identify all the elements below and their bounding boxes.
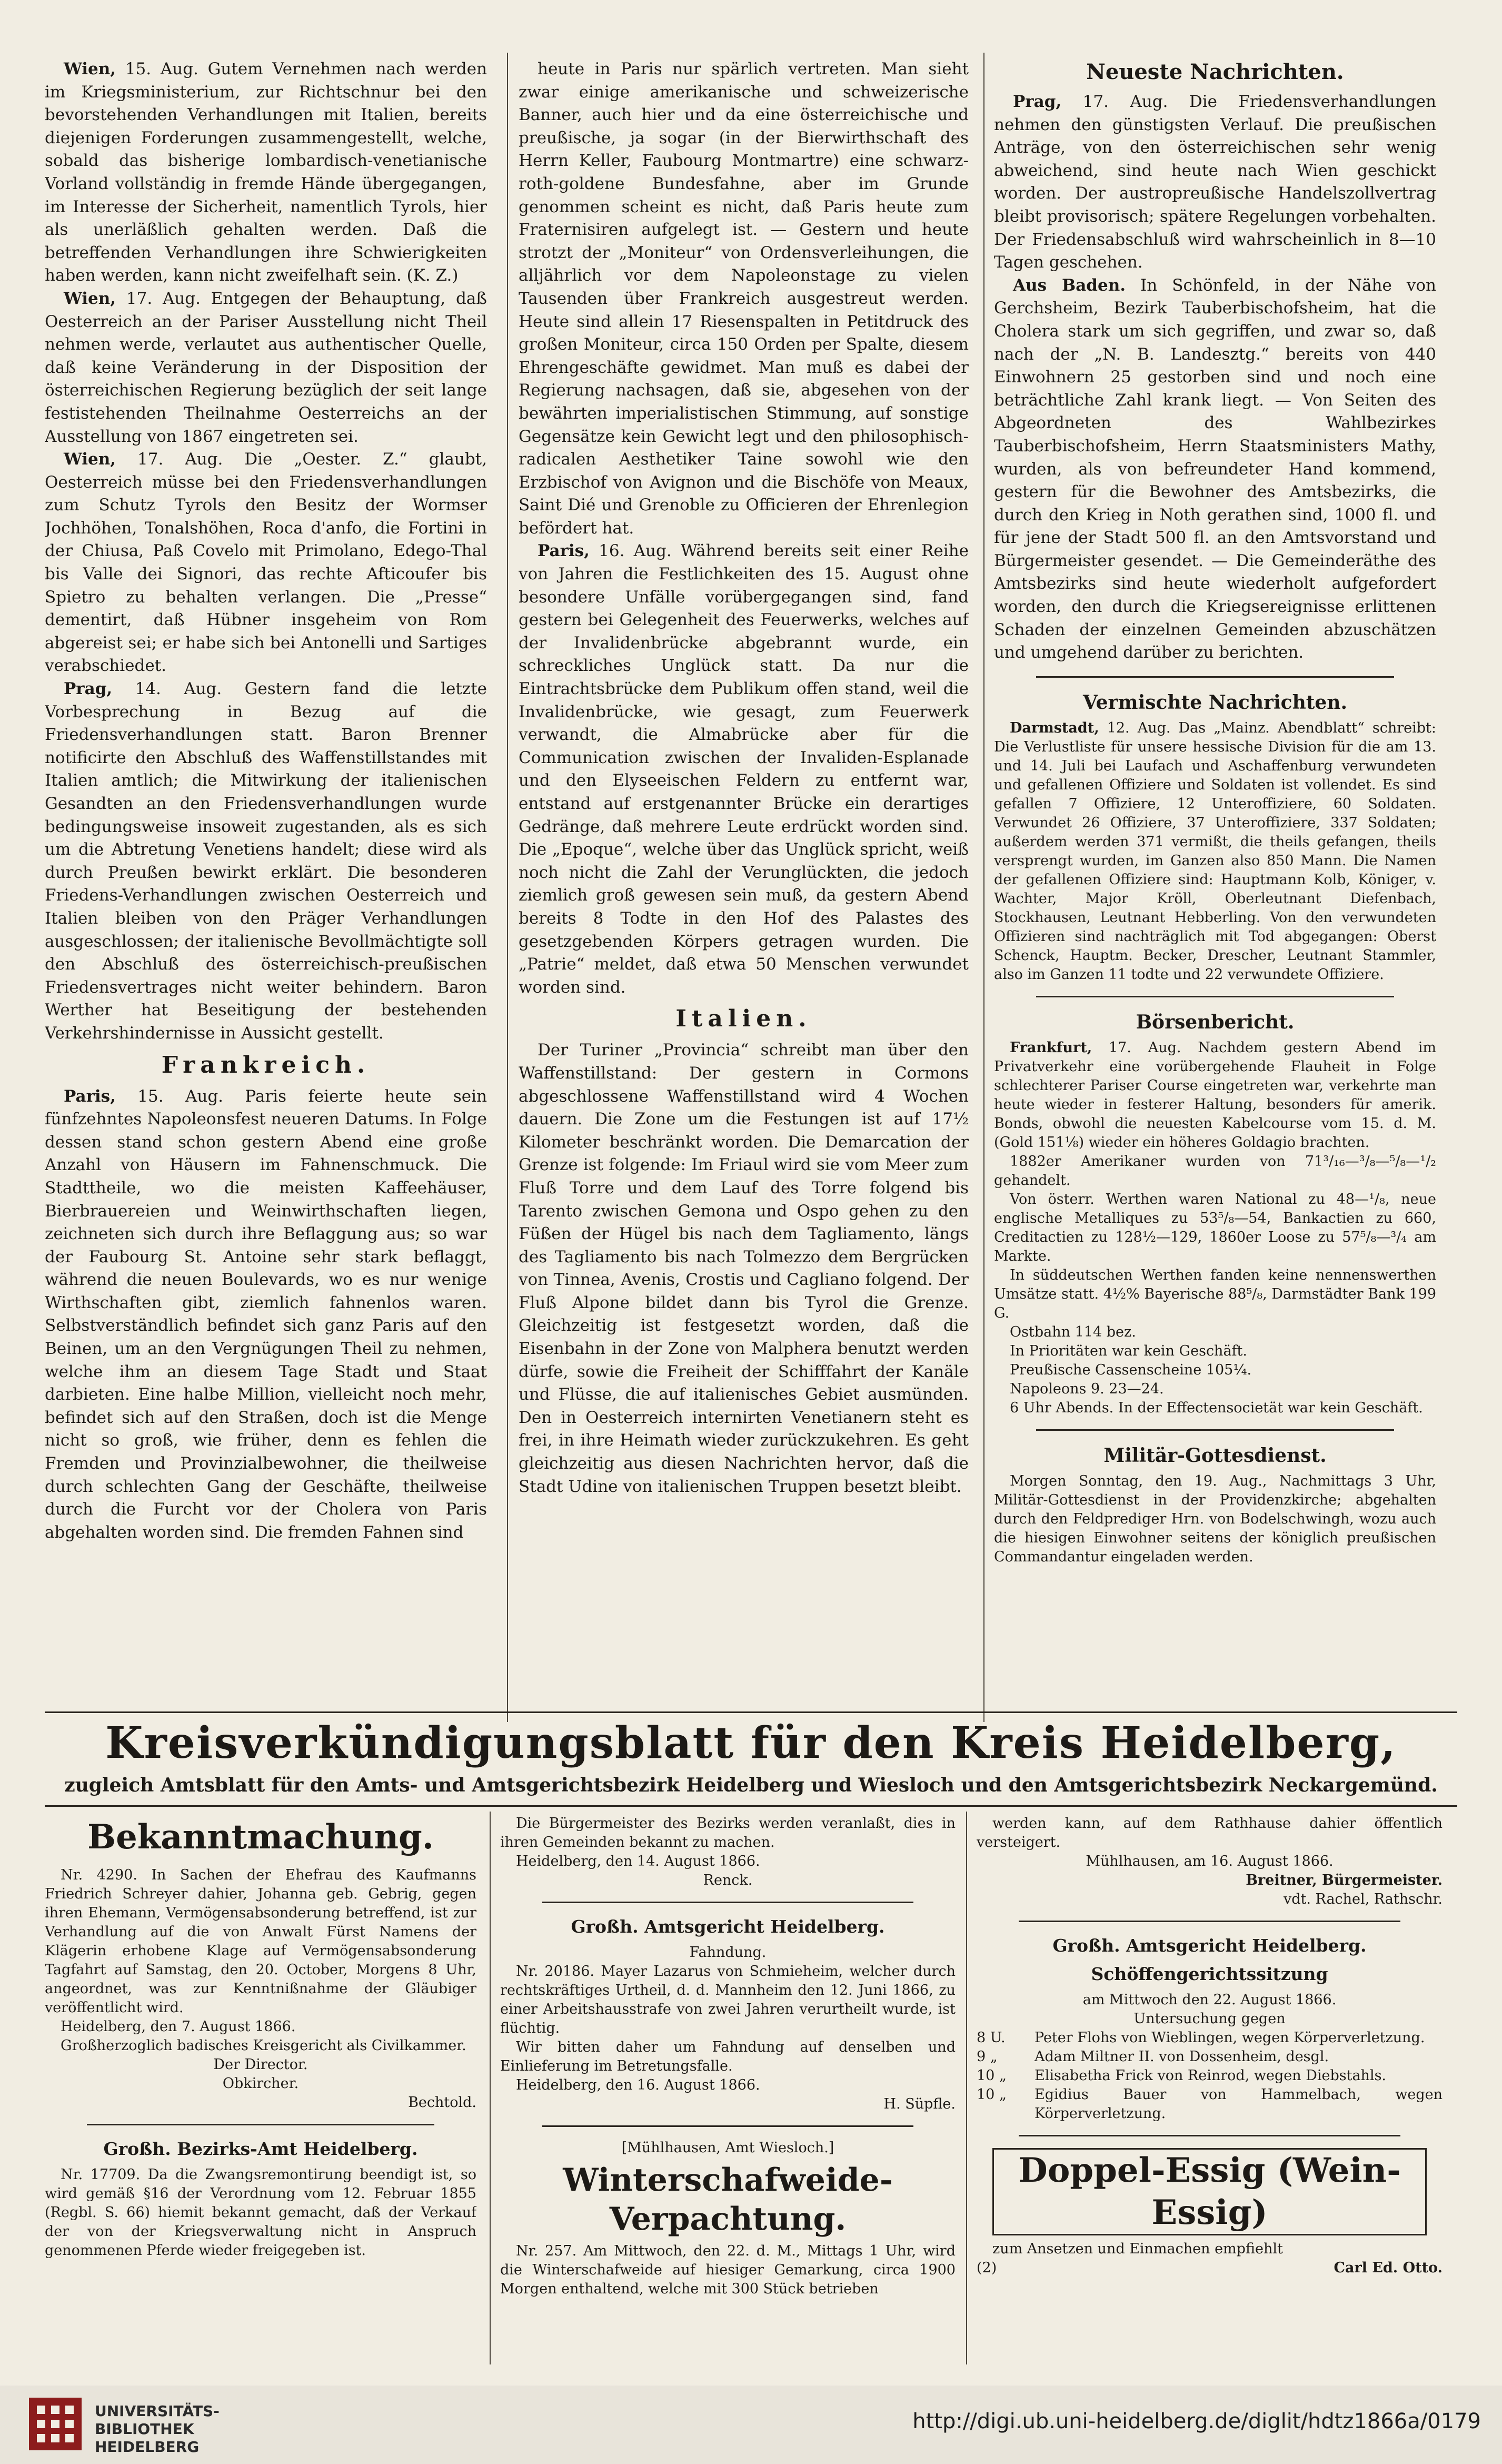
court-session-heading: Großh. Amtsgericht Heidelberg. (1052, 1935, 1367, 1956)
article-paragraph (994, 1472, 1436, 1567)
article-text: 17. Aug. Nachdem gestern Abend im Privatverkehr eine vorübergehende Flauheit in Folge schlechterer Pariser Course eingetreten war, verkehrte man heute wieder in festerer Haltung, besonders für amerik. Bonds, obwohl die neuesten Kabelcourse vom 15. d. M. (Gold 151⅛) wieder ein höheres Goldagio brachten. (994, 1039, 1436, 1151)
article-column-1 (45, 58, 487, 1717)
section-rule (1036, 996, 1394, 997)
dateline: Wien, (64, 450, 116, 469)
announcement-director: Der Director. (213, 2056, 308, 2073)
announcement-court: Großherzoglich badisches Kreisgericht als Civilkammer. (61, 2037, 466, 2054)
article-text: Ostbahn 114 bez. (1010, 1323, 1136, 1340)
lease-heading: Winterschafweide-Verpachtung. (563, 2162, 893, 2238)
article-text: 17. Aug. Die „Oester. Z.“ glaubt, Oesterreich müsse bei den Friedensverhandlungen zum Schutz Tyrols den Besitz der Wormser Jochhöhen, Tonalshöhen, Roca d'anfo, die Fortini in der Chiusa, Paß Covelo mit Primolano, Edego-Thal bis Valle dei Signori, das rechte Afticoufer bis Spietro zu behalten verlangen. Die „Presse“ dementirt, daß Hübner insgeheim von Rom abgereist sei; er habe sich bei Antonelli und Sartiges verabschiedet. (45, 450, 487, 676)
wanted-notice-date: Heidelberg, den 16. August 1866. (516, 2077, 760, 2093)
vinegar-ad-name: Carl Ed. Otto. (1334, 2260, 1443, 2276)
article-paragraph (994, 1323, 1436, 1342)
article-text: 15. Aug. Paris feierte heute sein fünfzehntes Napoleonsfest neueren Datums. In Folge dessen stand schon gestern Abend eine große Anzahl von Häusern im Fahnenschmuck. Die Stadttheile, wo die meisten Kaffeehäuser, Bierbrauereien und Weinwirthschaften liegen, zeichneten sich durch ihre Beflaggung aus; so war der Faubourg St. Antoine sehr stark beflaggt, während die neuen Boulevards, wo es nur wenige Wirthschaften gibt, ziemlich fahnenlos waren. Selbstverständlich befindet sich ganz Paris auf den Beinen, um an den Vergnügungen Theil zu nehmen, welche ihm an diesem Tage Stadt und Staat darbieten. Eine halbe Million, vielleicht noch mehr, befindet sich auf den Straßen, doch ist die Menge nicht so groß, wie früher, denn es fehlen die Fremden und Provinzialbewohner, die theilweise durch schlechten Gang der Geschäfte, theilweise durch die Furcht vor der Cholera von Paris abgehalten worden sind. Die fremden Fahnen sind (45, 1086, 487, 1542)
lease-signature: Breitner, Bürgermeister. (1246, 1872, 1443, 1888)
section-heading: Frankreich. (161, 1051, 371, 1078)
article-paragraph (994, 1342, 1436, 1361)
lease-date: Mühlhausen, am 16. August 1866. (1086, 1853, 1334, 1869)
lower-column-rule-2 (966, 1812, 967, 2364)
military-service-heading: Militär-Gottesdienst. (1103, 1444, 1327, 1467)
notices-column-2 (500, 1814, 956, 2372)
announcement-text: Nr. 4290. In Sachen der Ehefrau des Kaufmanns Friedrich Schreyer dahier, Johanna geb. Gebrig, gegen ihren Ehemann, Vermögensabsonderung betreffend, ist zur Verhandlung auf die von Anwalt Fürst Namens der Klägerin erhobene Klage auf Vermögensabsonderung Tagfahrt auf Samstag, den 20. October, Morgens 8 Uhr, angeordnet, was zur Kenntnißnahme der Gläubiger veröffentlicht wird. (45, 1867, 476, 2016)
court-case-time: 10 „ (977, 2067, 1007, 2084)
lower-column-rule-1 (490, 1812, 491, 2364)
article-text: Von österr. Werthen waren National zu 48—¹/₈, neue englische Metalliques zu 53⁵/₈—54, Bankactien zu 660, Creditactien zu 128½—129, 1860er Loose zu 57⁵/₈—³/₄ am Markte. (994, 1191, 1436, 1264)
article-text: 1882er Amerikaner wurden von 71³/₁₆—³/₈—⁵/₈—¹/₂ gehandelt. (994, 1153, 1436, 1189)
wanted-notice-signature: H. Süpfle. (883, 2096, 956, 2112)
stock-report-heading: Börsenbericht. (1136, 1011, 1295, 1033)
court-case-item (977, 2066, 1443, 2085)
notice-rule (542, 1902, 913, 1903)
wanted-notice-text-2: Wir bitten daher um Fahndung auf denselben und Einlieferung im Betretungsfalle. (500, 2039, 956, 2074)
logo-line-2: BIBLIOTHEK (95, 2420, 194, 2438)
article-paragraph (994, 1190, 1436, 1266)
dateline: Darmstadt, (1010, 719, 1099, 736)
district-office-heading: Großh. Bezirks-Amt Heidelberg. (103, 2139, 418, 2159)
article-paragraph (519, 58, 969, 540)
article-paragraph (519, 1039, 969, 1498)
article-text: In Schönfeld, in der Nähe von Gerchsheim, Bezirk Tauberbischofsheim, hat die Cholera stark um sich gegriffen, und zwar so, daß nach der „N. B. Landesztg.“ bereits von 440 Einwohnern 25 gestorben sind und noch eine beträchtliche Zahl krank liegt. — Von Seiten des Abgeordneten des Wahlbezirkes Tauberbischofsheim, Herrn Staatsministers Mathy, wurden, als von befreundeter Hand kommend, gestern für die Bewohner des Amtsbezirks, die durch den Krieg in Noth gerathen sind, 1000 fl. und für jene der Stadt 500 fl. an den Amtsvorstand und Bürgermeister gesendet. — Die Gemeinderäthe des Amtsbezirks sind heute wiederholt aufgefordert worden, den durch die Kriegsereignisse erlittenen Schaden der einzelnen Gemeinden abzuschätzen und umgehend darüber zu berichten. (994, 275, 1436, 662)
mayor-notice-signature: Renck. (703, 1872, 753, 1888)
column-rule-2 (983, 53, 984, 1722)
court-session-date: am Mittwoch den 22. August 1866. (1082, 1992, 1337, 2008)
article-text: Morgen Sonntag, den 19. Aug., Nachmittags 3 Uhr, Militär-Gottesdienst in der Providenzkirche; abgehalten durch den Feldprediger Hrn. von Bodelschwingh, wozu auch die hiesigen Einwohner seitens der königlich preußischen Commandantur eingeladen werden. (994, 1472, 1436, 1565)
vinegar-ad-text: zum Ansetzen und Einmachen empfiehlt (992, 2241, 1283, 2257)
notice-rule (87, 2124, 434, 2125)
court-case-text: Adam Miltner II. von Dossenheim, desgl. (1035, 2049, 1329, 2065)
dateline: Prag, (64, 679, 113, 699)
court-case-time: 8 U. (977, 2030, 1006, 2046)
article-text: 12. Aug. Das „Mainz. Abendblatt“ schreibt: Die Verlustliste für unsere hessische Division für die am 13. und 14. Juli bei Laufach und Aschaffenburg verwundeten und gefallenen Offiziere und Soldaten ist vollendet. Es sind gefallen 7 Offiziere, 12 Unteroffiziere, 60 Soldaten. Verwundet 26 Offiziere, 37 Unteroffiziere, 337 Soldaten; außerdem werden 371 vermißt, die theils gefangen, theils versprengt wurden, im Ganzen also 850 Mann. Die Namen der gefallenen Offiziere sind: Hauptmann Kolb, Königer, v. Wachter, Major Kröll, Oberleutnant Diefenbach, Stockhausen, Leutnant Hebberling. Von den verwundeten Offizieren sind nachträglich mit Tod abgegangen: Oberst Schenck, Hauptm. Becker, Drescher, Leutnant Stammler, also im Ganzen 11 todte und 22 verwundete Offiziere. (994, 719, 1436, 983)
military-service-body (994, 1472, 1436, 1567)
wanted-notice-subheading: Fahndung. (689, 1944, 767, 1961)
article-paragraph (994, 1152, 1436, 1190)
lease-place: [Mühlhausen, Amt Wiesloch.] (621, 2140, 834, 2156)
court-case-text: Peter Flohs von Wieblingen, wegen Körperverletzung. (1035, 2030, 1425, 2046)
court-case-text: Egidius Bauer von Hammelbach, wegen Körperverletzung. (1035, 2086, 1443, 2122)
masthead-rule-bottom (45, 1805, 1457, 1807)
dateline: Paris, (538, 541, 590, 561)
gazette-title: Kreisverkündigungsblatt für den Kreis Heidelberg, (105, 1718, 1397, 1768)
permalink-url[interactable]: http://digi.ub.uni-heidelberg.de/diglit/hdtz1866a/0179 (912, 2409, 1481, 2433)
court-session-sub2: Untersuchung gegen (1133, 2011, 1286, 2027)
court-session-subheading: Schöffengerichtssitzung (1091, 1964, 1328, 1984)
article-paragraph (45, 58, 487, 288)
article-paragraph (45, 448, 487, 678)
article-paragraph (994, 1399, 1436, 1418)
article-text: Der Turiner „Provincia“ schreibt man über den Waffenstillstand: Der gestern in Cormons abgeschlossene Waffenstillstand wird 4 Wochen dauern. Die Zone um die Festungen ist auf 17½ Kilometer beschränkt worden. Die Demarcation der Grenze ist folgende: Im Friaul wird sie vom Meer zum Fluß Torre und dem Lauf des Torre folgend bis Tarento zwischen Gemona und Ospo gehen zu den Füßen der Hügel bis nach dem Tagliamento, längs des Tagliamento bis nach Tolmezzo dem Bergrücken von Tinnea, Avenis, Crostis und Cagliano folgend. Der Fluß Alpone bildet dann bis Tyrol die Grenze. Gleichzeitig ist festgesetzt worden, daß die Eisenbahn in der Zone von Malphera benutzt werden dürfe, sowie die Freiheit der Schifffahrt der Kanäle und Flüsse, die auf italienisches Gebiet ausmünden. Den in Oesterreich internirten Venetianern steht es frei, in ihre Heimath wieder zurückzukehren. Es geht gleichzeitig aus diesen Nachrichten hervor, daß die Stadt Udine von italienischen Truppen besetzt bleibt. (519, 1041, 969, 1496)
masthead-rule-top (45, 1711, 1457, 1713)
announcement-heading: Bekanntmachung. (87, 1817, 434, 1857)
court-case-time: 10 „ (977, 2086, 1007, 2103)
article-paragraph (994, 719, 1436, 984)
article-paragraph (45, 288, 487, 448)
article-paragraph (45, 1085, 487, 1545)
dateline: Aus Baden. (1013, 275, 1126, 295)
article-text: heute in Paris nur spärlich vertreten. Man sieht zwar einige amerikanische und schweizerische Banner, auch hier und da eine österreichische und preußische, ja sogar (in der Bierwirthschaft des Herrn Keller, Faubourg Montmartre) eine schwarz-roth-goldene Bundesfahne, aber im Grunde genommen scheint es nicht, daß Paris heute zum Fraternisiren aufgelegt ist. — Gestern und heute strotzt der „Moniteur“ von Ordensverleihungen, die alljährlich vor dem Napoleonstage zu vielen Tausenden über Frankreich ausgestreut werden. Heute sind allein 17 Riesenspalten in Petitdruck des großen Moniteur, circa 150 Orden per Spalte, diesem Ehrengeschäfte gewidmet. Man muß es dabei der Regierung nachsagen, daß sie, abgesehen von der bewährten imperialistischen Stimmung, auf sonstige Gegensätze kein Gewicht legt und den philosophisch-radicalen Aesthetiker Taine sowohl wie den Erzbischof von Avignon und die Bischöfe von Meaux, Saint Dié und Grenoble zu Officieren der Ehrenlegion befördert hat. (519, 60, 969, 538)
notice-rule (1019, 2135, 1400, 2136)
latest-news-body (994, 91, 1436, 665)
misc-news-body (994, 719, 1436, 984)
dateline: Wien, (64, 289, 116, 308)
university-library-logo-icon (26, 2395, 84, 2453)
article-text: 17. Aug. Die Friedensverhandlungen nehmen den günstigsten Verlauf. Die preußischen Anträge, von den österreichischen sehr wenig abweichend, sind heute nach Wien geschickt worden. Der austropreußische Handelszollvertrag bleibt provisorisch; spätere Regelungen vorbehalten. Der Friedensabschluß wird wahrscheinlich in 8—10 Tagen geschehen. (994, 92, 1436, 272)
article-paragraph (994, 1380, 1436, 1399)
article-text: 15. Aug. Gutem Vernehmen nach werden im Kriegsministerium, zur Richtschnur bei den bevorstehenden Verhandlungen mit Italien, bereits diejenigen Forderungen zusammengestellt, welche, sobald das bisherige lombardisch-venetianische Vorland vollständig in fremde Hände übergegangen, im Interesse der Sicherheit, namentlich Tyrols, hier als unerläßlich gehalten werden. Daß die betreffenden Verhandlungen ihre Schwierigkeiten haben werden, kann nicht zweifelhaft sein. (K. Z.) (45, 60, 487, 285)
mayor-notice-date: Heidelberg, den 14. August 1866. (516, 1853, 760, 1869)
section-rule (1036, 1429, 1394, 1431)
logo-line-1: UNIVERSITÄTS- (95, 2402, 220, 2420)
article-text: 16. Aug. Während bereits seit einer Reihe von Jahren die Festlichkeiten des 15. August ohne besondere Unfälle vorübergegangen sind, fand gestern bei Gelegenheit des Feuerwerks, welches auf der Invalidenbrücke abgebrannt wurde, ein schreckliches Unglück statt. Da nur die Eintrachtsbrücke dem Publikum offen stand, weil die Invalidenbrücke, wie gesagt, zum Feuerwerk verwandt, die Almabrücke aber für die Communication zwischen der Invaliden-Esplanade und den Elyseeischen Feldern zu entfernt war, entstand auf erstgenannter Brücke ein derartiges Gedränge, daß mehrere Leute erdrückt worden sind. Die „Epoque“, welche über das Unglück spricht, weiß noch nicht die Zahl der Verunglückten, die jedoch ziemlich groß gewesen sein muß, da gestern Abend bereits 8 Todte in den Hof des Palastes des gesetzgebenden Körpers getragen wurden. Die „Patrie“ meldet, daß etwa 50 Menschen verwundet worden sind. (519, 541, 969, 997)
article-paragraph (994, 1361, 1436, 1380)
article-text: In Prioritäten war kein Geschäft. (1010, 1342, 1247, 1359)
article-text: Preußische Cassenscheine 105¼. (1010, 1361, 1252, 1378)
article-paragraph (994, 91, 1436, 274)
gazette-subtitle: zugleich Amtsblatt für den Amts- und Amtsgerichtsbezirk Heidelberg und Wiesloch und den Amtsgerichtsbezirk Neckargemünd. (64, 1774, 1438, 1796)
court-case-item (977, 2047, 1443, 2066)
article-text: 14. Aug. Gestern fand die letzte Vorbesprechung in Bezug auf die Friedensverhandlungen statt. Baron Brenner notificirte den Abschluß des Waffenstillstandes mit Italien amtlich; die Mitwirkung der italienischen Gesandten an den Friedensverhandlungen wurde bedingungsweise insoweit zugestanden, als es sich um die Abtretung Venetiens handelt; diese wird als durch Preußen bewirkt erklärt. Die besonderen Friedens-Verhandlungen zwischen Oesterreich und Italien bleiben von den Präger Verhandlungen ausgeschlossen; der italienische Bevollmächtigte soll den Abschluß des österreichisch-preußischen Friedensvertrages nicht weiter behindern. Baron Werther hat Beseitigung der bestehenden Verkehrshindernisse in Aussicht gestellt. (45, 679, 487, 1043)
article-text: In süddeutschen Werthen fanden keine nennenswerthen Umsätze statt. 4½% Bayerische 88⁵/₈, Darmstädter Bank 199 G. (994, 1266, 1436, 1321)
wanted-notice-heading: Großh. Amtsgericht Heidelberg. (571, 1916, 885, 1937)
announcement-signature-1: Obkircher. (222, 2075, 299, 2092)
article-paragraph (994, 1038, 1436, 1152)
mayor-notice-text: Die Bürgermeister des Bezirks werden veranlaßt, dies in ihren Gemeinden bekannt zu machen. (500, 1815, 956, 1851)
court-session-list (977, 2028, 1443, 2123)
article-text: 6 Uhr Abends. In der Effectensocietät war kein Geschäft. (1010, 1399, 1423, 1416)
notice-rule (1019, 1921, 1400, 1922)
dateline: Wien, (64, 60, 116, 78)
lease-text: Nr. 257. Am Mittwoch, den 22. d. M., Mittags 1 Uhr, wird die Winterschafweide auf hiesiger Gemarkung, circa 1900 Morgen enthaltend, welche mit 300 Stück betrieben (500, 2243, 956, 2297)
university-library-logo-text (95, 2402, 220, 2456)
article-paragraph (994, 1266, 1436, 1323)
court-case-time: 9 „ (977, 2049, 998, 2065)
lease-continued-text: werden kann, auf dem Rathhause dahier öffentlich versteigert. (977, 1815, 1443, 1851)
article-column-2 (519, 58, 969, 1717)
article-paragraph (994, 274, 1436, 665)
article-paragraph (519, 540, 969, 999)
lease-signature-2: vdt. Rachel, Rathschr. (1283, 1891, 1443, 1907)
notice-rule (542, 2125, 913, 2127)
notices-column-3 (977, 1814, 1443, 2372)
article-column-3 (994, 58, 1436, 1717)
logo-line-3: HEIDELBERG (95, 2438, 200, 2456)
court-case-item (977, 2028, 1443, 2047)
court-case-item (977, 2085, 1443, 2123)
article-text: 17. Aug. Entgegen der Behauptung, daß Oesterreich an der Pariser Ausstellung nicht Theil nehmen werde, verlautet aus authentischer Quelle, daß keine Veränderung in der Disposition der österreichischen Regierung bezüglich der seit lange festistehenden Theilnahme Oesterreichs an der Ausstellung von 1867 eingetreten sei. (45, 289, 487, 446)
wanted-notice-text: Nr. 20186. Mayer Lazarus von Schmieheim, welcher durch rechtskräftiges Urtheil, d. d. Mannheim den 12. Juni 1866, zu einer Arbeitshausstrafe von zwei Jahren verurtheilt wurde, ist flüchtig. (500, 1963, 956, 2036)
misc-news-heading: Vermischte Nachrichten. (1083, 691, 1347, 714)
notices-column-1 (45, 1814, 476, 2372)
article-paragraph (45, 678, 487, 1045)
district-office-text: Nr. 17709. Da die Zwangsremontirung beendigt ist, so wird gemäß §16 der Verordnung vom 12. Februar 1855 (Regbl. S. 66) hiemit bekannt gemacht, daß der Verkauf der von der Kriegsverwaltung nicht in Anspruch genommenen Pferde wieder freigegeben ist. (45, 2166, 476, 2259)
announcement-signature-2: Bechtold. (408, 2094, 476, 2111)
article-text: Napoleons 9. 23—24. (1010, 1380, 1164, 1397)
dateline: Frankfurt, (1010, 1039, 1092, 1056)
vinegar-ad-number: (2) (977, 2260, 997, 2276)
vinegar-ad-signature (977, 2259, 1443, 2278)
section-rule (1036, 676, 1394, 678)
stock-report-body (994, 1038, 1436, 1418)
section-heading: Italien. (675, 1005, 812, 1033)
column-rule-1 (507, 53, 508, 1722)
latest-news-heading: Neueste Nachrichten. (1086, 60, 1344, 84)
dateline: Paris, (64, 1086, 116, 1106)
dateline: Prag, (1013, 92, 1062, 111)
court-case-text: Elisabetha Frick von Reinrod, wegen Diebstahls. (1035, 2067, 1387, 2084)
announcement-date: Heidelberg, den 7. August 1866. (61, 2018, 296, 2035)
vinegar-ad-heading: Doppel-Essig (Wein-Essig) (992, 2148, 1427, 2235)
